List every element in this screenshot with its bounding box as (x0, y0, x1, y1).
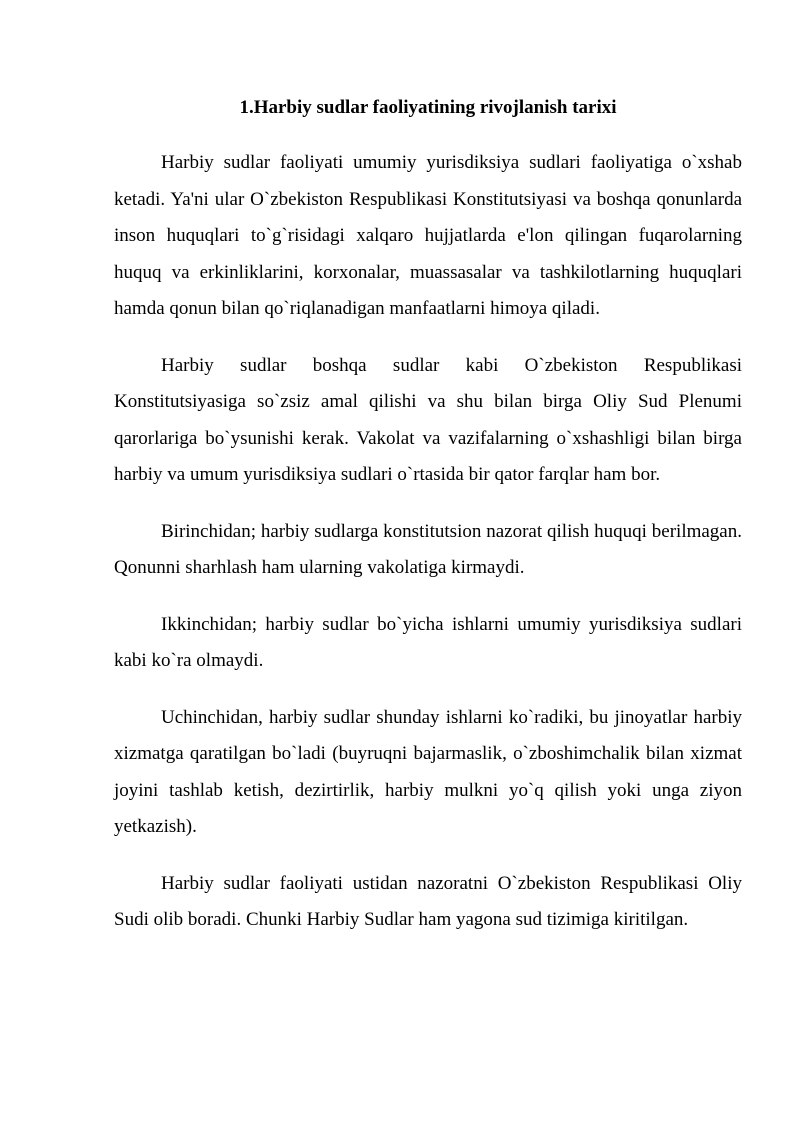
paragraph-4: Ikkinchidan; harbiy sudlar bo`yicha ishlarni umumiy yurisdiksiya sudlari kabi ko`ra olmaydi. (114, 613, 742, 671)
paragraph-5: Uchinchidan, harbiy sudlar shunday ishlarni ko`radiki, bu jinoyatlar harbiy xizmatga qaratilgan bo`ladi (buyruqni bajarmaslik, o`zboshimchalik bilan xizmat joyini tashlab ketish, dezirtirlik, harbiy mulkni yo`q qilish yoki unga ziyon yetkazish). (114, 706, 742, 837)
document-body (114, 145, 742, 959)
paragraph-3: Birinchidan; harbiy sudlarga konstitutsion nazorat qilish huquqi berilmagan. Qonunni sharhlash ham ularning vakolatiga kirmaydi. (114, 520, 742, 578)
paragraph-1: Harbiy sudlar faoliyati umumiy yurisdiksiya sudlari faoliyatiga o`xshab ketadi. Ya'ni ular O`zbekiston Respublikasi Konstitutsiyasi va boshqa qonunlarda inson huquqlari to`g`risidagi xalqaro hujjatlarda e'lon qilingan fuqarolarning huquq va erkinliklarini, korxonalar, muassasalar va tashkilotlarning huquqlari hamda qonun bilan qo`riqlanadigan manfaatlarni himoya qiladi. (114, 152, 742, 319)
document-title: 1.Harbiy sudlar faoliyatining rivojlanish tarixi (239, 97, 617, 118)
paragraph-6: Harbiy sudlar faoliyati ustidan nazoratni O`zbekiston Respublikasi Oliy Sudi olib boradi. Chunki Harbiy Sudlar ham yagona sud tizimiga kiritilgan. (114, 872, 742, 930)
paragraph-2: Harbiy sudlar boshqa sudlar kabi O`zbekiston Respublikasi Konstitutsiyasiga so`zsiz amal qilishi va shu bilan birga Oliy Sud Plenumi qarorlariga bo`ysunishi kerak. Vakolat va vazifalarning o`xshashligi bilan birga harbiy va umum yurisdiksiya sudlari o`rtasida bir qator farqlar ham bor. (114, 354, 742, 485)
